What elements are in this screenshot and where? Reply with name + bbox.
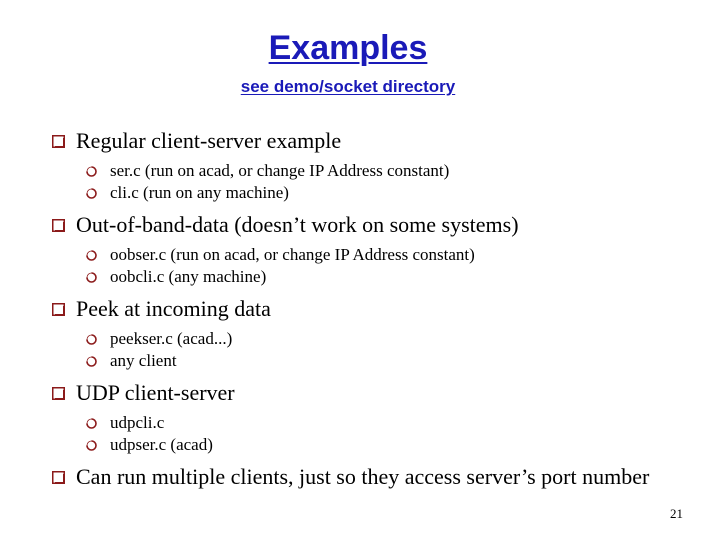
sub-bullet-item-label: peekser.c (acad...) bbox=[110, 329, 233, 348]
bullet-item bbox=[52, 464, 662, 490]
sub-bullet-item-label: udpcli.c bbox=[110, 413, 165, 432]
square-bullet-icon bbox=[52, 387, 65, 400]
sub-bullet-list bbox=[86, 244, 662, 288]
sub-bullet-item bbox=[86, 244, 662, 266]
bullet-item-label: Regular client-server example bbox=[76, 128, 342, 153]
square-bullet-icon bbox=[52, 135, 65, 148]
circle-bullet-icon bbox=[86, 418, 97, 429]
circle-bullet-icon bbox=[86, 334, 97, 345]
sub-bullet-list bbox=[86, 328, 662, 372]
sub-bullet-item bbox=[86, 412, 662, 434]
sub-bullet-item-label: any client bbox=[110, 351, 177, 370]
sub-bullet-list bbox=[86, 160, 662, 204]
page-number: 21 bbox=[670, 506, 683, 521]
sub-bullet-item bbox=[86, 160, 662, 182]
circle-bullet-icon bbox=[86, 166, 97, 177]
sub-bullet-item bbox=[86, 182, 662, 204]
sub-bullet-list bbox=[86, 412, 662, 456]
sub-bullet-item-label: udpser.c (acad) bbox=[110, 435, 213, 454]
bullet-item-label: Peek at incoming data bbox=[76, 296, 271, 321]
bullet-item-label: Can run multiple clients, just so they access server’s port number bbox=[76, 464, 650, 489]
square-bullet-icon bbox=[52, 303, 65, 316]
sub-bullet-item bbox=[86, 328, 662, 350]
bullet-list bbox=[52, 128, 662, 490]
bullet-item-label: UDP client-server bbox=[76, 380, 235, 405]
bullet-item bbox=[52, 380, 662, 456]
bullet-item bbox=[52, 296, 662, 372]
slide-subtitle: see demo/socket directory bbox=[240, 77, 456, 96]
sub-bullet-item bbox=[86, 350, 662, 372]
circle-bullet-icon bbox=[86, 440, 97, 451]
sub-bullet-item bbox=[86, 266, 662, 288]
bullet-item bbox=[52, 212, 662, 288]
bullet-item-label: Out-of-band-data (doesn’t work on some systems) bbox=[76, 212, 519, 237]
sub-bullet-item-label: cli.c (run on any machine) bbox=[110, 183, 289, 202]
circle-bullet-icon bbox=[86, 272, 97, 283]
square-bullet-icon bbox=[52, 219, 65, 232]
circle-bullet-icon bbox=[86, 250, 97, 261]
bullet-item bbox=[52, 128, 662, 204]
square-bullet-icon bbox=[52, 471, 65, 484]
sub-bullet-item-label: oobser.c (run on acad, or change IP Address constant) bbox=[110, 245, 475, 264]
circle-bullet-icon bbox=[86, 188, 97, 199]
slide-title: Examples bbox=[268, 29, 428, 67]
sub-bullet-item-label: ser.c (run on acad, or change IP Address constant) bbox=[110, 161, 450, 180]
sub-bullet-item bbox=[86, 434, 662, 456]
circle-bullet-icon bbox=[86, 356, 97, 367]
sub-bullet-item-label: oobcli.c (any machine) bbox=[110, 267, 267, 286]
